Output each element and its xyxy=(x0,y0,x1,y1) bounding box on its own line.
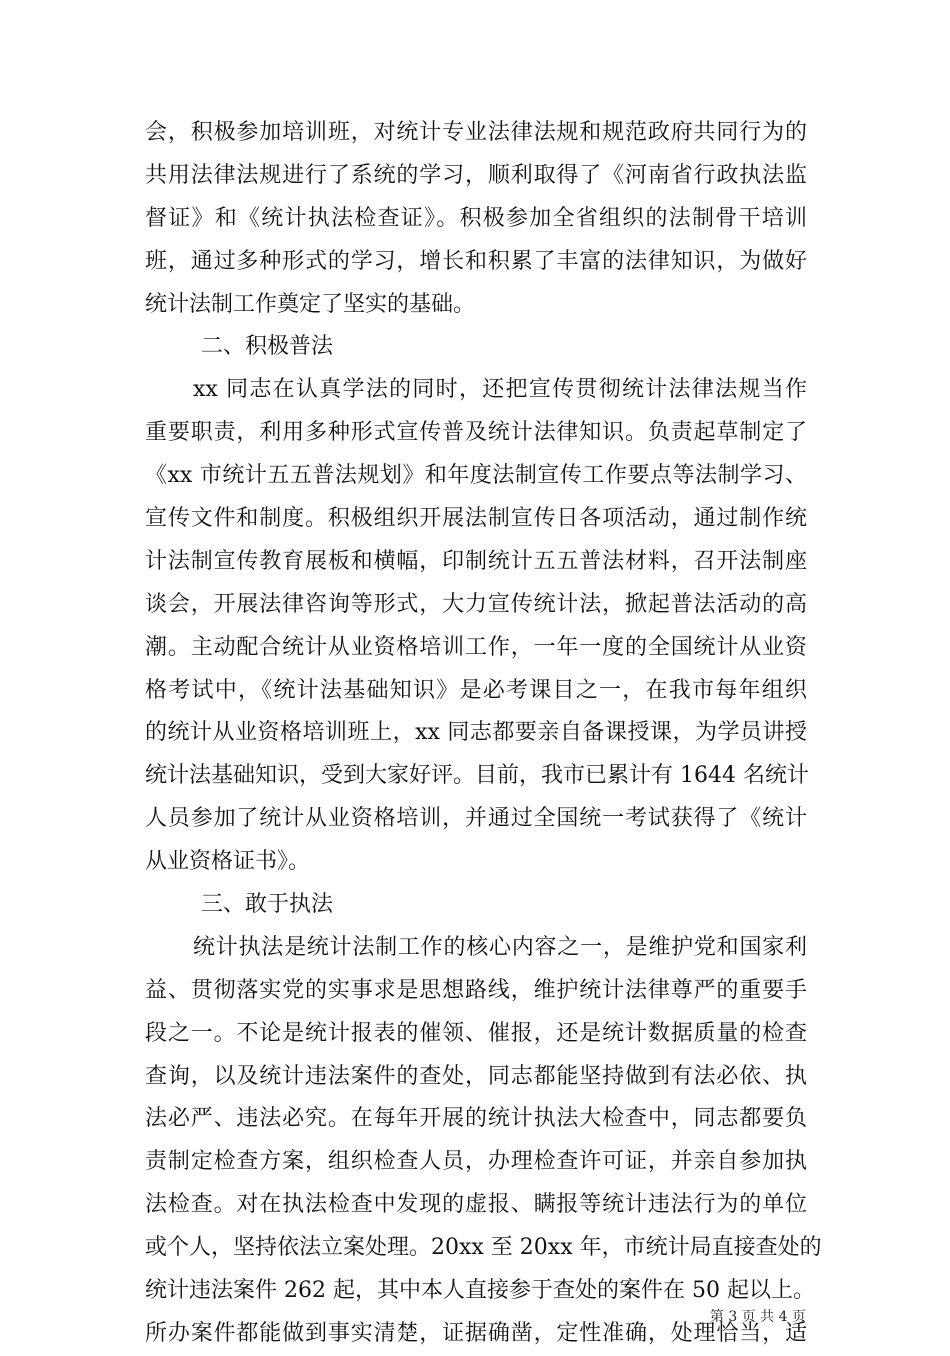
text-line: 段之一。不论是统计报表的催领、催报，还是统计数据质量的检查 xyxy=(145,1020,807,1046)
text-line: xx 同志在认真学法的同时，还把宣传贯彻统计法律法规当作 xyxy=(193,377,807,403)
text-line: 格考试中，《统计法基础知识》是必考课目之一，在我市每年组织 xyxy=(145,677,807,703)
text-line: 《xx 市统计五五普法规划》和年度法制宣传工作要点等法制学习、 xyxy=(145,463,807,489)
text-line: 益、贯彻落实党的实事求是思想路线，维护统计法律尊严的重要手 xyxy=(145,977,807,1003)
text-line: 统计违法案件 262 起，其中本人直接参于查处的案件在 50 起以上。 xyxy=(145,1278,815,1304)
text-line: 督证》和《统计执法检查证》。积极参加全省组织的法制骨干培训 xyxy=(145,205,807,231)
text-line: 谈会，开展法律咨询等形式，大力宣传统计法，掀起普法活动的高 xyxy=(145,591,807,617)
text-line: 统计法制工作奠定了坚实的基础。 xyxy=(145,291,476,317)
text-line: 责制定检查方案，组织检查人员，办理检查许可证，并亲自参加执 xyxy=(145,1149,807,1175)
text-line: 共用法律法规进行了系统的学习，顺利取得了《河南省行政执法监 xyxy=(145,162,807,188)
text-line: 统计法基础知识，受到大家好评。目前，我市已累计有 1644 名统计 xyxy=(145,763,809,789)
text-line: 或个人，坚持依法立案处理。20xx 至 20xx 年，市统计局直接查处的 xyxy=(145,1235,822,1261)
text-line: 会，积极参加培训班，对统计专业法律法规和规范政府共同行为的 xyxy=(145,120,807,145)
document-body xyxy=(145,112,822,1356)
text-line: 宣传文件和制度。积极组织开展法制宣传日各项活动，通过制作统 xyxy=(145,506,807,532)
text-line: 重要职责，利用多种形式宣传普及统计法律知识。负责起草制定了 xyxy=(145,420,807,446)
text-line: 潮。主动配合统计从业资格培训工作，一年一度的全国统计从业资 xyxy=(145,634,807,660)
text-line: 统计执法是统计法制工作的核心内容之一，是维护党和国家利 xyxy=(193,934,807,960)
section-heading: 二、积极普法 xyxy=(201,334,334,360)
text-line: 所办案件都能做到事实清楚，证据确凿，定性准确，处理恰当，适 xyxy=(145,1320,807,1346)
text-line: 班，通过多种形式的学习，增长和积累了丰富的法律知识，为做好 xyxy=(145,248,807,274)
text-line: 法检查。对在执法检查中发现的虚报、瞒报等统计违法行为的单位 xyxy=(145,1192,807,1218)
page-number-footer: 第 3 页 共 4 页 xyxy=(709,1309,806,1325)
text-line: 人员参加了统计从业资格培训，并通过全国统一考试获得了《统计 xyxy=(145,806,807,832)
text-line: 查询，以及统计违法案件的查处，同志都能坚持做到有法必依、执 xyxy=(145,1063,807,1089)
text-line: 计法制宣传教育展板和横幅，印制统计五五普法材料，召开法制座 xyxy=(145,548,807,574)
text-line: 的统计从业资格培训班上，xx 同志都要亲自备课授课，为学员讲授 xyxy=(145,720,807,746)
text-line: 从业资格证书》。 xyxy=(145,849,311,875)
section-heading: 三、敢于执法 xyxy=(201,892,334,918)
text-line: 法必严、违法必究。在每年开展的统计执法大检查中，同志都要负 xyxy=(145,1106,807,1132)
